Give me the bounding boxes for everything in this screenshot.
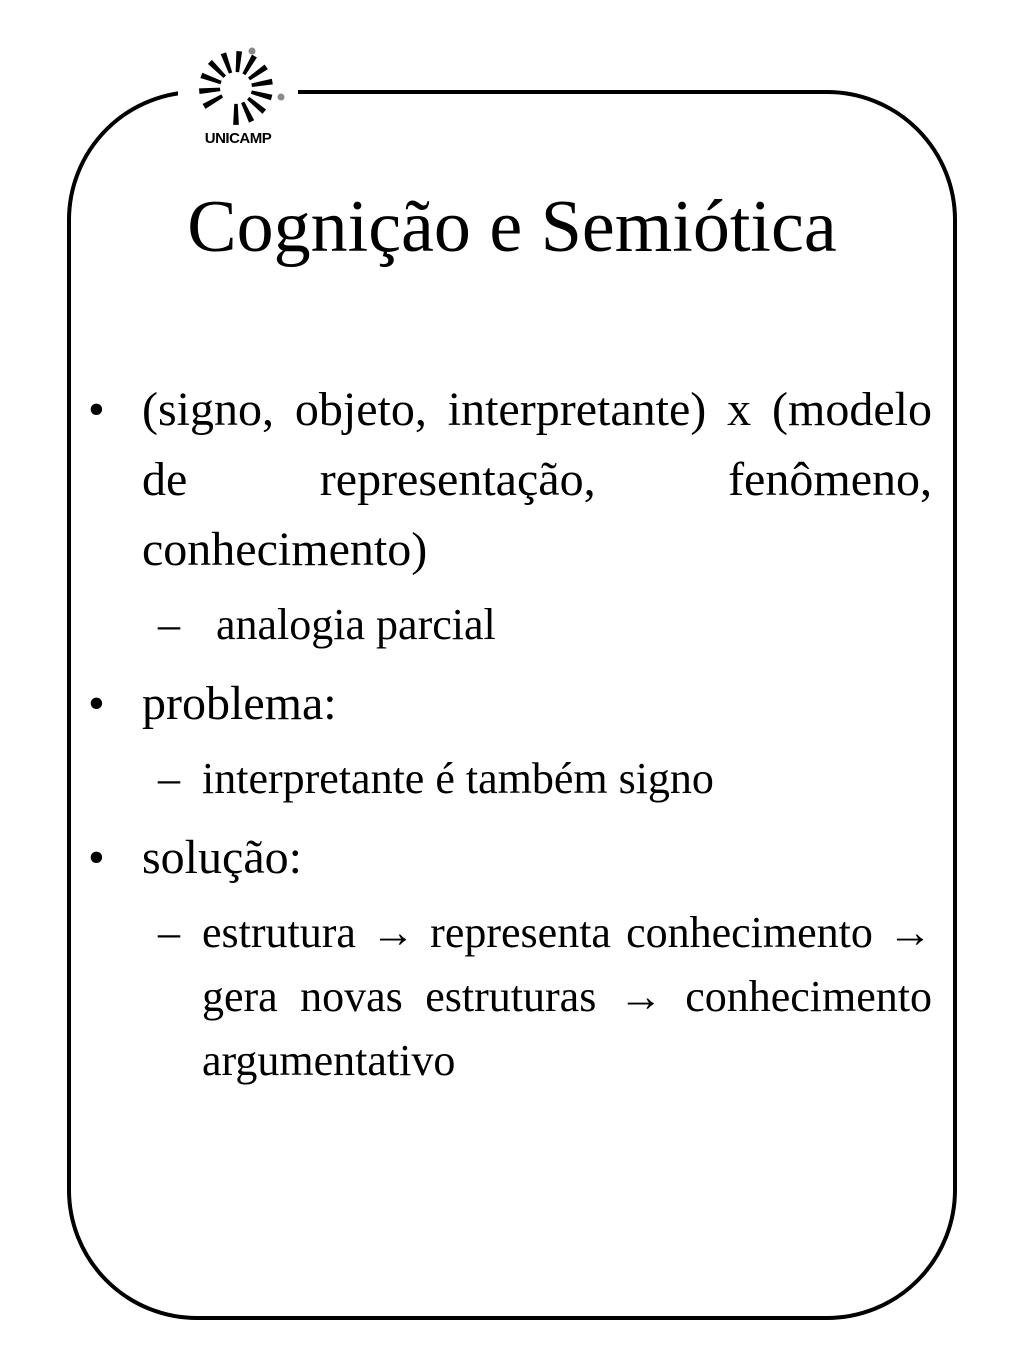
unicamp-emblem-icon: [188, 42, 288, 132]
sub-bullet-text: analogia parcial: [216, 600, 496, 649]
slide-title: Cognição e Semiótica: [187, 186, 837, 268]
logo-text: UNICAMP: [204, 130, 272, 147]
logo-dot-icon: [249, 48, 256, 55]
bullet-item: [84, 669, 932, 739]
bullet-icon: •: [88, 383, 105, 436]
sub-bullet-text: estrutura → representa conhecimento → gera novas estruturas → conhecimento argumentativo: [202, 908, 932, 1085]
logo-dot-icon: [278, 94, 285, 101]
unicamp-logo: [188, 42, 288, 152]
slide-body: [84, 375, 932, 1093]
bullet-text: problema:: [142, 677, 337, 730]
dash-icon: –: [158, 908, 180, 957]
dash-icon: –: [158, 754, 180, 803]
bullet-icon: •: [88, 677, 105, 730]
bullet-text: solução:: [142, 831, 302, 884]
sub-bullet-item: [84, 901, 932, 1093]
sub-bullet-item: [84, 593, 932, 657]
dash-icon: –: [158, 600, 180, 649]
bullet-item: [84, 823, 932, 893]
bullet-icon: •: [88, 831, 105, 884]
bullet-item: [84, 375, 932, 585]
sub-bullet-text: interpretante é também signo: [202, 754, 714, 803]
bullet-text: (signo, objeto, interpretante) x (modelo de representação, fenômeno, conhecimento): [142, 383, 932, 576]
sub-bullet-item: [84, 747, 932, 811]
